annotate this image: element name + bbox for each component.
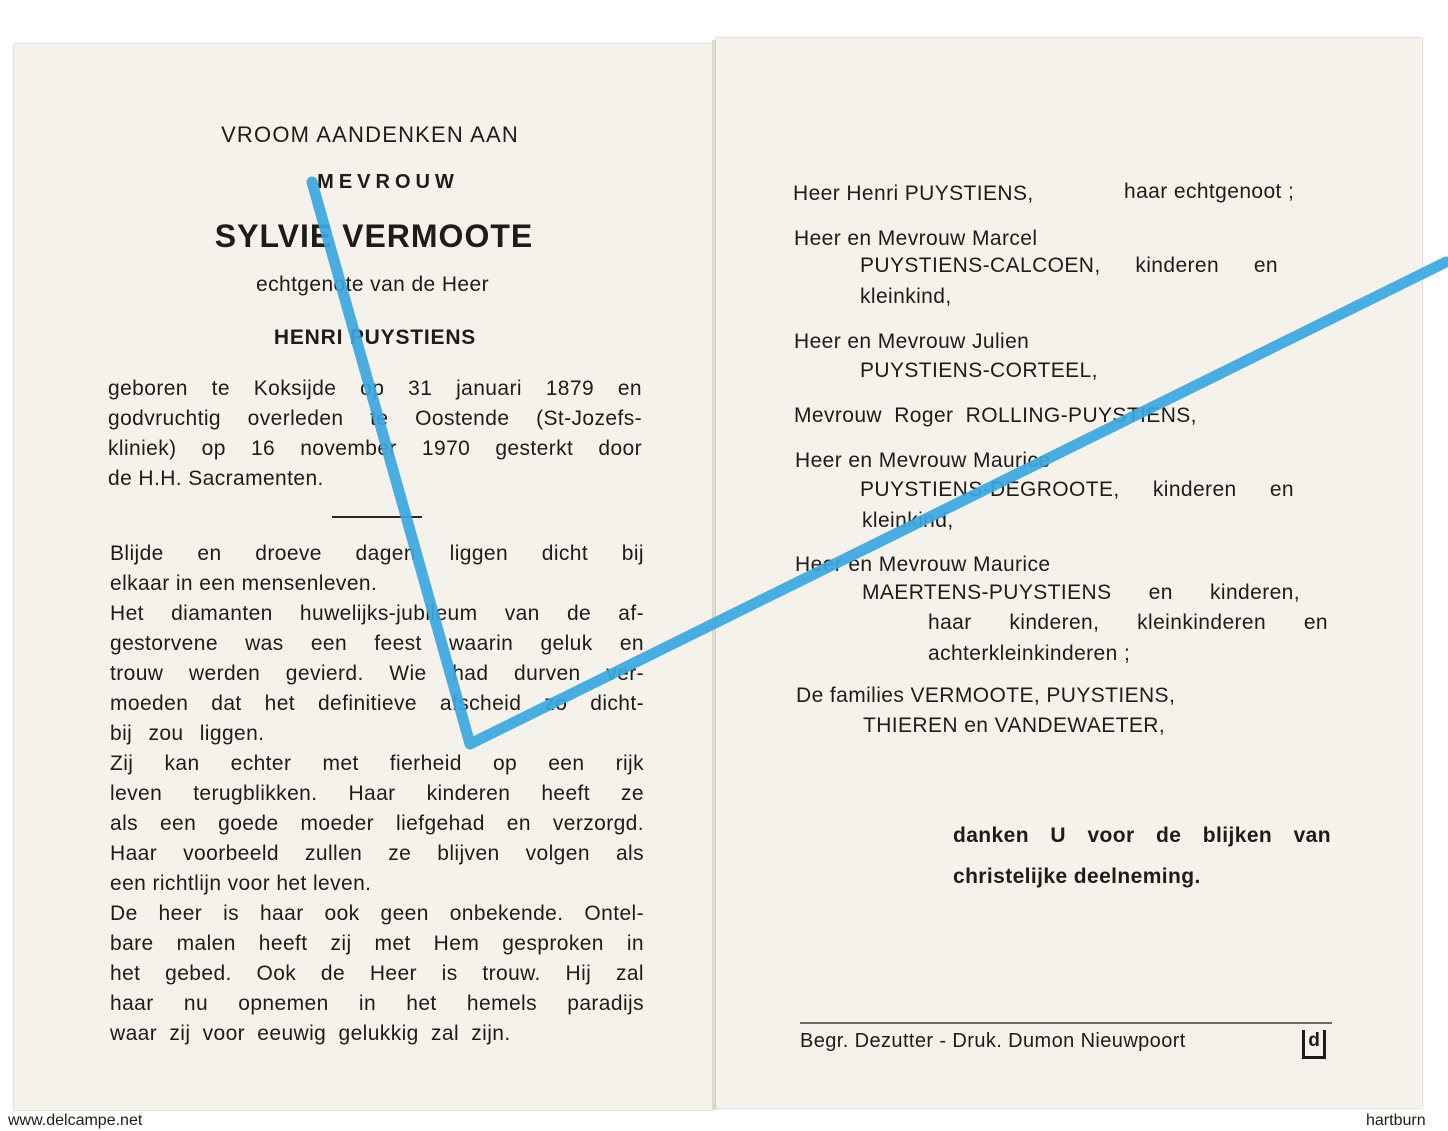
family-entry: Heer en Mevrouw Marcel [794, 227, 1038, 250]
reflection-line: elkaar in een mensenleven. [110, 572, 378, 595]
family-subline: PUYSTIENS-CORTEEL, [860, 359, 1098, 382]
printer-credit: Begr. Dezutter - Druk. Dumon Nieuwpoort [800, 1030, 1186, 1052]
reflection-line: een richtlijn voor het leven. [110, 872, 372, 895]
reflection-line: Blijde en droeve dagen liggen dicht bij [110, 542, 644, 565]
biography-line: godvruchtig overleden te Oostende (St-Jozefs- [108, 407, 642, 430]
deceased-name: SYLVIE VERMOOTE [214, 218, 534, 254]
reflection-line: Zij kan echter met fierheid op een rijk [110, 752, 644, 775]
reflection-line: moeden dat het definitieve afscheid zo dicht- [110, 692, 644, 715]
reflection-line: trouw werden gevierd. Wie had durven ver- [110, 662, 644, 685]
printer-logo: d [1302, 1030, 1326, 1059]
relation-text: echtgenote van de Heer [256, 273, 489, 296]
reflection-line: waar zij voor eeuwig gelukkig zal zijn. [110, 1022, 511, 1045]
biography-line: kliniek) op 16 november 1970 gesterkt door [108, 437, 642, 460]
reflection-line: Het diamanten huwelijks-jubileum van de af- [110, 602, 644, 625]
family-subline: kleinkind, [860, 285, 952, 308]
biography-line: de H.H. Sacramenten. [108, 467, 324, 490]
biography-line: geboren te Koksijde op 31 januari 1879 en [108, 377, 642, 400]
reflection-line: bij zou liggen. [110, 722, 265, 745]
reflection-line: haar nu opnemen in het hemels paradijs [110, 992, 644, 1015]
thanks-line: christelijke deelneming. [953, 865, 1201, 888]
family-subline: THIEREN en VANDEWAETER, [863, 714, 1166, 737]
spouse-name: HENRI PUYSTIENS [273, 326, 477, 349]
family-entry: Heer en Mevrouw Julien [794, 330, 1030, 353]
family-subline: PUYSTIENS-DEGROOTE, kinderen en [860, 478, 1294, 501]
reflection-line: als een goede moeder liefgehad en verzorgd. [110, 812, 644, 835]
family-note: haar echtgenoot ; [1124, 180, 1295, 203]
reflection-line: bare malen heeft zij met Hem gesproken in [110, 932, 644, 955]
family-entry: Mevrouw Roger ROLLING-PUYSTIENS, [794, 404, 1197, 427]
family-entry: Heer en Mevrouw Maurice [795, 449, 1051, 472]
reflection-line: De heer is haar ook geen onbekende. Ontel- [110, 902, 644, 925]
reflection-line: het gebed. Ook de Heer is trouw. Hij zal [110, 962, 644, 985]
watermark-right: hartburn [1366, 1112, 1426, 1129]
reflection-line: Haar voorbeeld zullen ze blijven volgen als [110, 842, 644, 865]
heading: VROOM AANDENKEN AAN [221, 122, 519, 147]
family-subline: PUYSTIENS-CALCOEN, kinderen en [860, 254, 1278, 277]
family-subline: haar kinderen, kleinkinderen en [928, 611, 1328, 634]
reflection-line: gestorvene was een feest waarin geluk en [110, 632, 644, 655]
family-subline: achterkleinkinderen ; [928, 642, 1131, 665]
title-mevrouw: MEVROUW [317, 171, 459, 193]
family-entry: Heer en Mevrouw Maurice [795, 553, 1051, 576]
family-subline: MAERTENS-PUYSTIENS en kinderen, [862, 581, 1300, 604]
watermark-left: www.delcampe.net [8, 1112, 143, 1129]
family-entry: De families VERMOOTE, PUYSTIENS, [796, 684, 1176, 707]
reflection-line: leven terugblikken. Haar kinderen heeft ze [110, 782, 644, 805]
family-subline: kleinkind, [862, 509, 954, 532]
family-entry: Heer Henri PUYSTIENS, [793, 182, 1034, 205]
thanks-line: danken U voor de blijken van [953, 824, 1331, 847]
